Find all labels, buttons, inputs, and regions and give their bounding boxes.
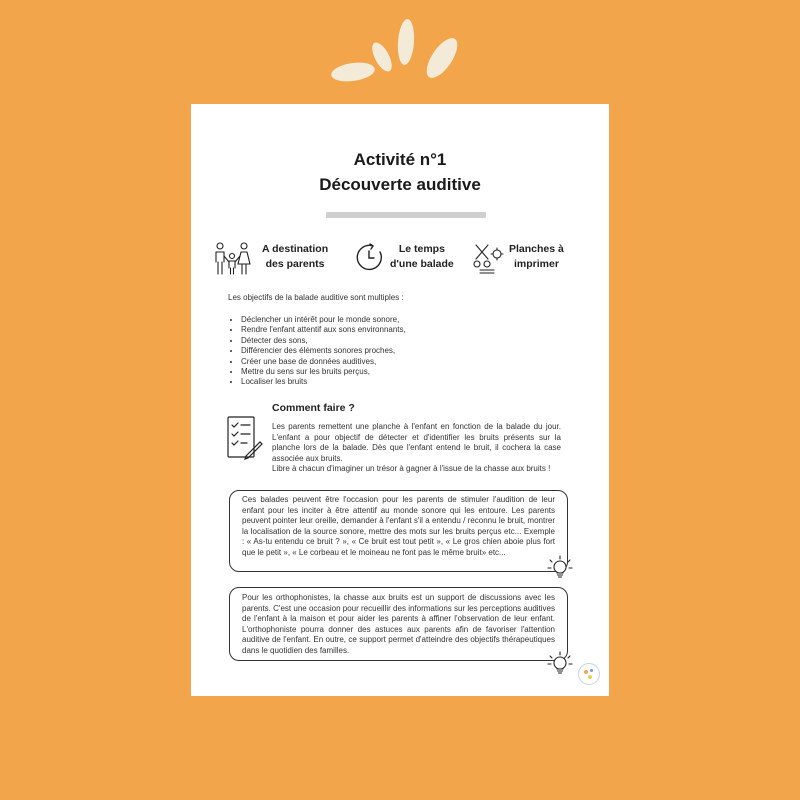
feature-parents-label-2: des parents (265, 258, 325, 270)
list-item: • Différencier des éléments sonores proches, (241, 346, 406, 356)
feature-printables-label-2: imprimer (513, 258, 559, 270)
list-item: • Mettre du sens sur les bruits perçus, (241, 367, 406, 377)
feature-walk-time (354, 240, 469, 280)
objectives-intro: Les objectifs de la balade auditive sont multiples : (228, 293, 404, 302)
feature-walk-time-label-1: Le temps (398, 243, 445, 255)
lightbulb-icon (546, 650, 574, 678)
list-item: • Rendre l'enfant attentif aux sons environnants, (241, 325, 406, 335)
checklist-icon (227, 416, 263, 460)
how-to-title: Comment faire ? (272, 402, 355, 414)
feature-printables-label-1: Planches à (509, 243, 564, 255)
feature-parents (213, 240, 338, 280)
list-item: • Créer une base de données auditives, (241, 357, 406, 367)
how-to-paragraph-1: Les parents remettent une planche à l'enfant en fonction de la balade du jour. L'enfant a pour objectif de détecter et d'identifier les bruits présents sur la planche lors de la balade. Dès que l'enfant entend le bruit, il cochera la case associée aux bruits. (272, 422, 561, 463)
lightbulb-icon (546, 554, 574, 582)
how-to-text (272, 422, 561, 475)
list-item: • Localiser les bruits (241, 377, 406, 387)
title-line-2: Découverte auditive (319, 175, 481, 194)
list-item: • Détecter des sons, (241, 336, 406, 346)
objectives-list (231, 315, 406, 388)
parents-tip-box: Ces balades peuvent être l'occasion pour les parents de stimuler l'audition de leur enfant pour les inciter à être attentif au monde sonore qui les entoure. Les parents peuvent pointer leur oreille, demander à l'enfant s'il a entendu / reconnu le bruit, montrer la localisation de la source sonore, mettre des mots sur les bruits perçus etc... Exemple : « As-tu entendu ce bruit ? », « Ce bruit est tout petit », « Le gros chien aboie plus fort que le petit », « Le corbeau et le moineau ne font pas le même bruit» etc... (229, 490, 568, 572)
speech-therapist-box: Pour les orthophonistes, la chasse aux bruits est un support de discussions avec les parents. C'est une occasion pour recueillir des informations sur les perceptions auditives de l'enfant à la maison et pour aider les parents à affiner l'observation de leur enfant. L'orthophoniste pourra donner des astuces aux parents afin de favoriser l'attention auditive de l'enfant. En outre, ce support permet d'atteindre des objectifs thérapeutiques dans le quotidien des familles. (229, 587, 568, 661)
activity-sheet (191, 104, 609, 696)
list-item: • Déclencher un intérêt pour le monde sonore, (241, 315, 406, 325)
brand-logo (578, 663, 600, 685)
clock-icon (354, 242, 384, 272)
feature-parents-label-1: A destination (262, 243, 329, 255)
feature-printables (472, 240, 602, 280)
title-rule (326, 212, 486, 218)
burst-decoration-icon (320, 15, 490, 95)
family-icon (213, 242, 251, 276)
title-line-1: Activité n°1 (353, 150, 447, 169)
how-to-paragraph-2: Libre à chacun d'imaginer un trésor à gagner à l'issue de la chasse aux bruits ! (272, 464, 551, 474)
scissors-icon (472, 242, 504, 276)
feature-walk-time-label-2: d'une balade (390, 258, 454, 270)
